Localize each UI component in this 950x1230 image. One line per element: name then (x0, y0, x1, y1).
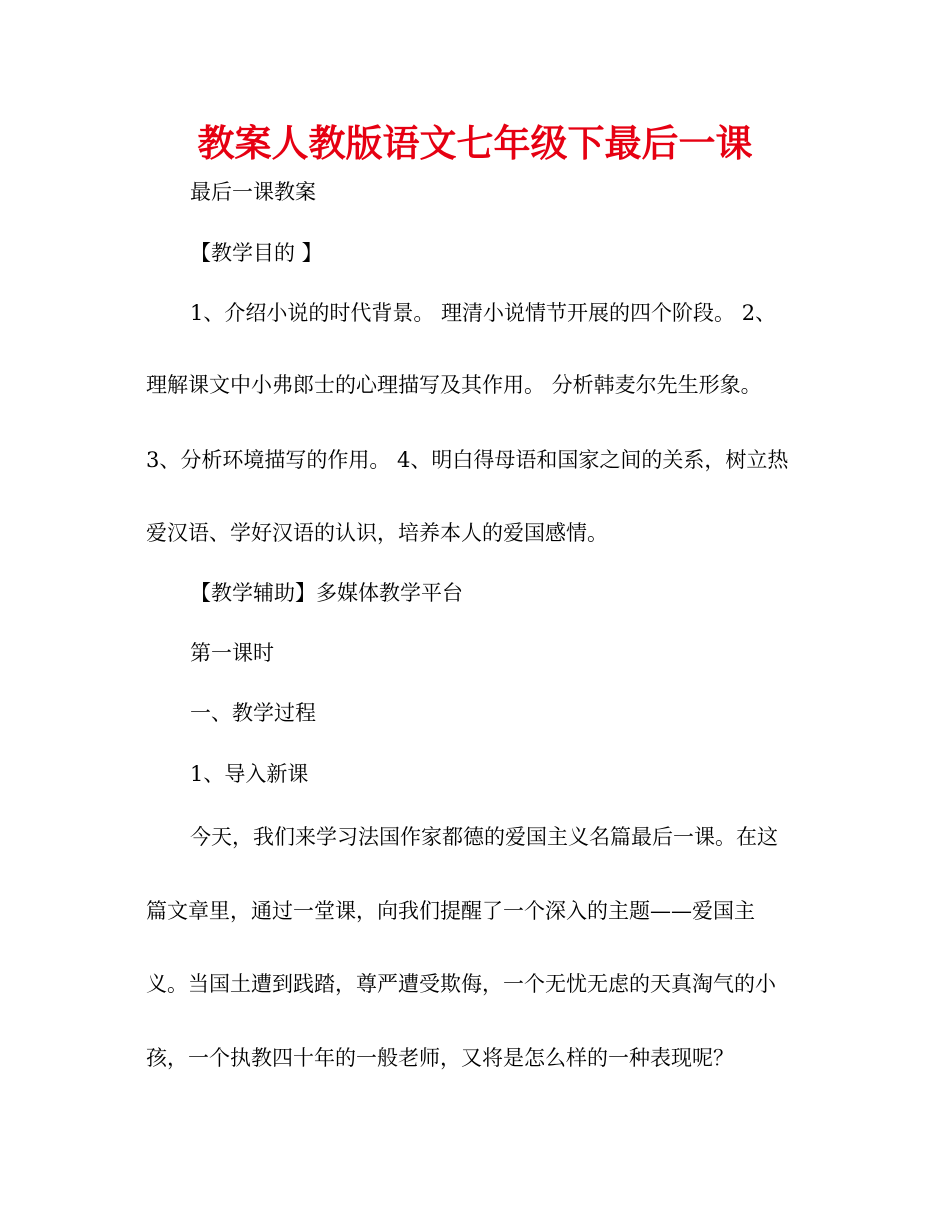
text-line: 今天，我们来学习法国作家都德的爱国主义名篇最后一课。在这 (190, 825, 778, 849)
text-line: 义。当国土遭到践踏，尊严遭受欺侮，一个无忧无虑的天真淘气的小 (146, 972, 776, 996)
text-line: 【教学辅助】多媒体教学平台 (190, 581, 463, 605)
text-line: 3、分析环境描写的作用。 4、明白得母语和国家之间的关系，树立热 (146, 448, 789, 472)
text-line: 1、介绍小说的时代背景。 理清小说情节开展的四个阶段。 2、 (190, 301, 777, 325)
document-title: 教案人教版语文七年级下最后一课 (197, 122, 753, 165)
text-line: 孩，一个执教四十年的一般老师，又将是怎么样的一种表现呢？ (146, 1046, 734, 1070)
text-line: 爱汉语、学好汉语的认识，培养本人的爱国感情。 (146, 521, 608, 545)
text-line: 【教学目的 】 (190, 241, 323, 265)
text-line: 理解课文中小弗郎士的心理描写及其作用。 分析韩麦尔先生形象。 (146, 373, 762, 397)
text-line: 最后一课教案 (190, 180, 316, 204)
text-line: 一、教学过程 (190, 701, 316, 725)
text-line: 第一课时 (190, 641, 274, 665)
text-line: 篇文章里，通过一堂课，向我们提醒了一个深入的主题——爱国主 (146, 899, 755, 923)
text-line: 1、导入新课 (190, 762, 309, 786)
